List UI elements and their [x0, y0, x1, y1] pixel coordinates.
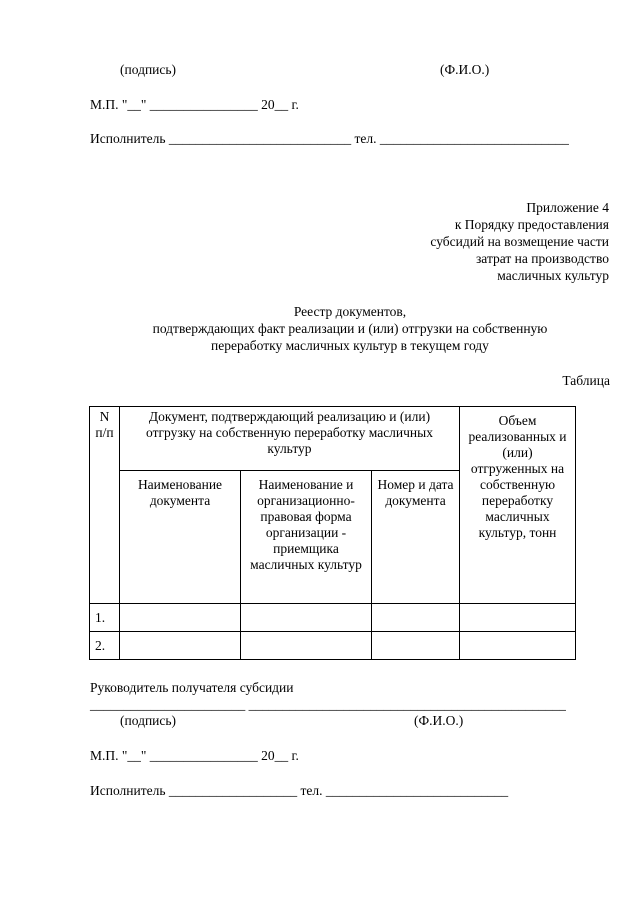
appendix-line: к Порядку предоставления [454, 217, 609, 232]
table-cell [460, 632, 576, 660]
top-fio-label: (Ф.И.О.) [440, 62, 490, 77]
appendix-block [300, 199, 609, 284]
table-cell [372, 604, 460, 632]
table-row [90, 632, 576, 660]
bottom-executor-line: Исполнитель ___________________ тел. ___________________________ [90, 783, 509, 798]
table-cell [460, 604, 576, 632]
row-number: 2. [90, 632, 120, 660]
bottom-mp-line: М.П. "__" ________________ 20__ г. [90, 748, 299, 763]
col-volume-header: Объем реализованных и (или) отгруженных на собственную переработку масличных культур, тонн [460, 407, 576, 604]
table-cell [241, 632, 372, 660]
top-mp-line: М.П. "__" ________________ 20__ г. [90, 97, 299, 112]
top-signature-label: (подпись) [120, 62, 177, 77]
title-line: переработку масличных культур в текущем году [211, 338, 489, 353]
title-line: подтверждающих факт реализации и (или) отгрузки на собственную [152, 321, 548, 336]
table-cell [120, 632, 241, 660]
col-doc-header: Документ, подтверждающий реализацию и (или) отгрузку на собственную переработку масличных культур [120, 407, 460, 471]
bottom-fio-label: (Ф.И.О.) [414, 713, 464, 728]
table-cell [241, 604, 372, 632]
row-number: 1. [90, 604, 120, 632]
sign-lines: _______________________ _______________________________________________ [90, 697, 566, 712]
appendix-line: Приложение 4 [526, 200, 609, 215]
register-table [89, 406, 576, 660]
top-executor-line: Исполнитель ___________________________ тел. ____________________________ [90, 131, 569, 146]
sub-org-header: Наименование и организационно-правовая форма организации - приемщика масличных культур [241, 471, 372, 604]
sub-number-header: Номер и дата документа [372, 471, 460, 604]
head-label: Руководитель получателя субсидии [90, 680, 294, 695]
sub-name-header: Наименование документа [120, 471, 241, 604]
document-title [90, 303, 610, 354]
bottom-signature-label: (подпись) [120, 713, 177, 728]
appendix-line: субсидий на возмещение части [430, 234, 609, 249]
col-num-header: N п/п [90, 407, 120, 604]
table-cell [372, 632, 460, 660]
table-row [90, 604, 576, 632]
table-label: Таблица [562, 373, 610, 388]
appendix-line: масличных культур [497, 268, 609, 283]
title-line: Реестр документов, [293, 304, 407, 319]
table-cell [120, 604, 241, 632]
appendix-line: затрат на производство [475, 251, 609, 266]
